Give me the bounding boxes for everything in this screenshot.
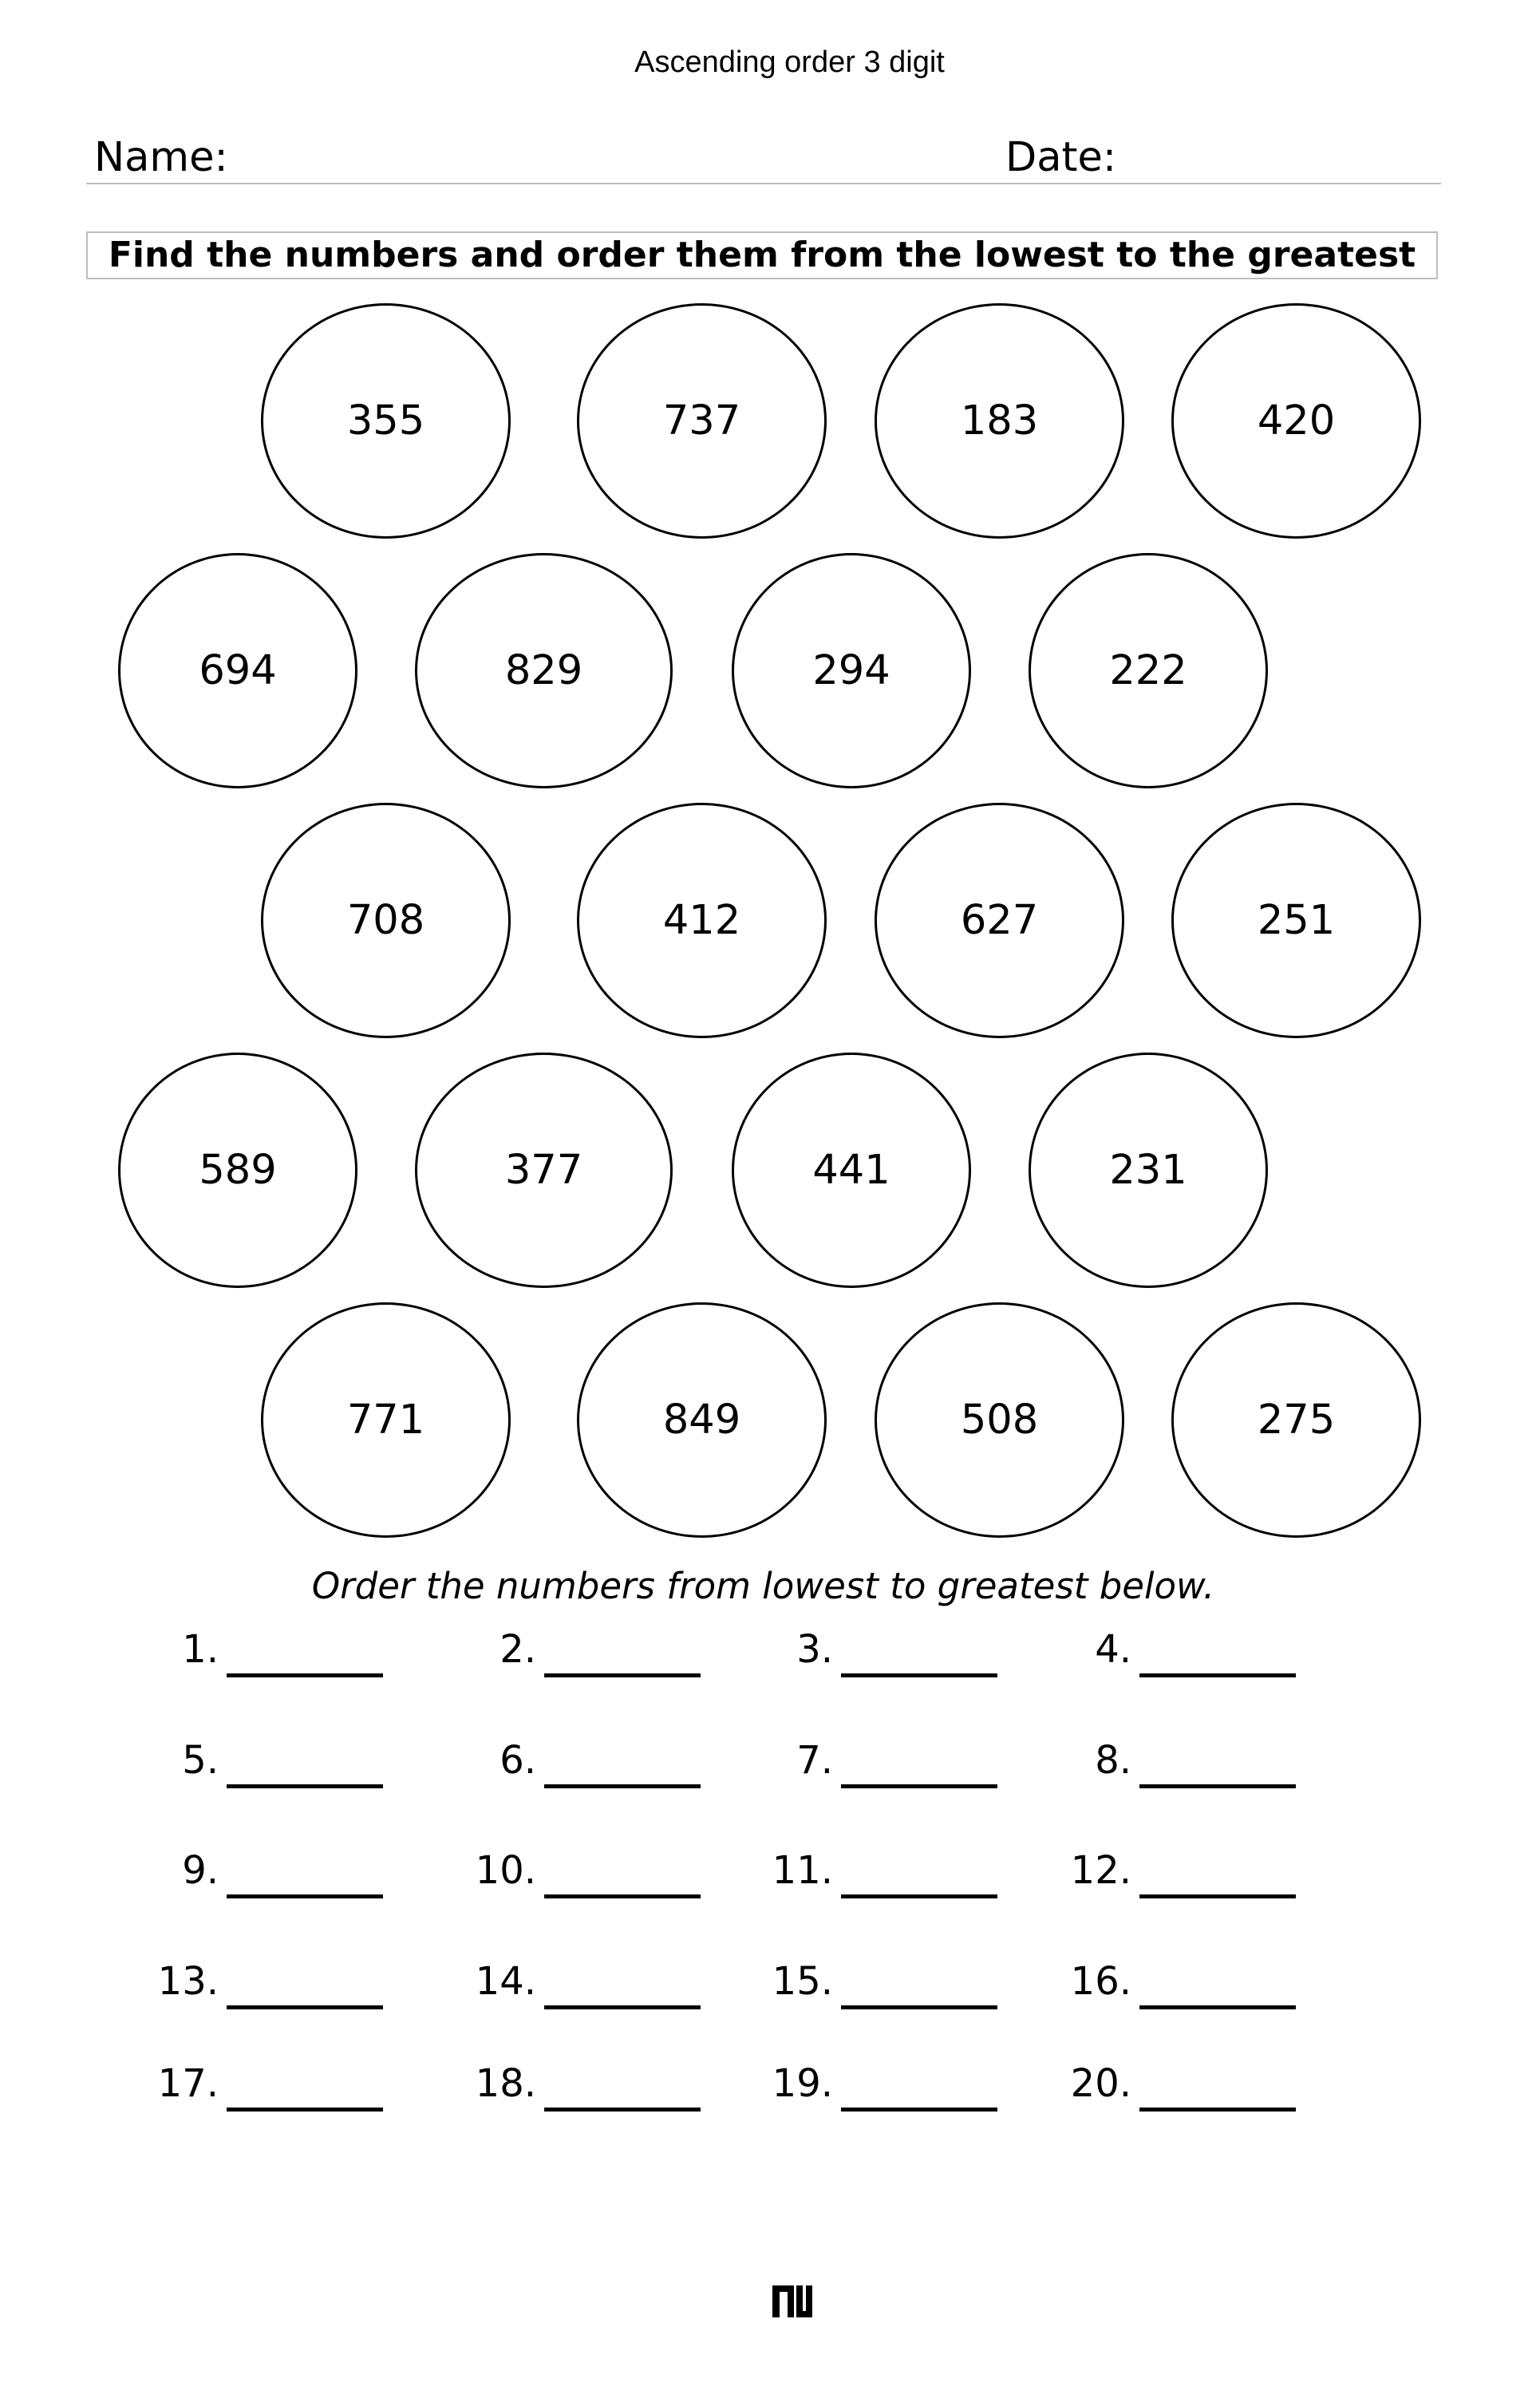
number-bubble <box>875 1302 1124 1538</box>
answer-line[interactable] <box>227 1784 383 1788</box>
number-bubble <box>261 803 511 1038</box>
answer-slot[interactable] <box>140 1624 388 1680</box>
bubble-number: 508 <box>960 1396 1039 1444</box>
answer-slot-label: 15. <box>772 1959 833 2004</box>
answer-line[interactable] <box>1139 1784 1296 1788</box>
answer-slot[interactable] <box>140 1845 388 1901</box>
number-bubble <box>118 1053 357 1288</box>
answer-line[interactable] <box>841 1894 997 1898</box>
answer-slot[interactable] <box>458 2058 705 2114</box>
answer-slot-label: 12. <box>1070 1848 1131 1893</box>
instruction-box <box>86 231 1438 279</box>
number-bubble <box>1171 803 1421 1038</box>
number-bubble <box>1171 303 1421 539</box>
answer-slot[interactable] <box>1053 1956 1301 2012</box>
number-bubble <box>577 803 827 1038</box>
answer-slot-label: 6. <box>500 1738 536 1783</box>
answer-slot[interactable] <box>1053 1624 1301 1680</box>
answer-slot[interactable] <box>458 1956 705 2012</box>
bubble-number: 441 <box>812 1147 890 1194</box>
date-label: Date: <box>1005 134 1117 181</box>
bubble-number: 222 <box>1109 647 1187 694</box>
answer-line[interactable] <box>544 1784 701 1788</box>
number-bubble <box>415 553 673 788</box>
answer-line[interactable] <box>227 2108 383 2112</box>
name-label: Name: <box>94 134 228 181</box>
worksheet-title: Ascending order 3 digit <box>634 45 945 79</box>
answer-slot-label: 10. <box>475 1848 536 1893</box>
header-rule <box>86 183 1441 184</box>
answer-slot-label: 2. <box>500 1627 536 1672</box>
worksheet-logo-icon-svg <box>772 2285 812 2317</box>
answer-slot-label: 13. <box>157 1959 219 2004</box>
number-bubble <box>875 803 1124 1038</box>
answer-line[interactable] <box>227 1673 383 1677</box>
bubble-number: 589 <box>199 1147 277 1194</box>
instruction-text: Find the numbers and order them from the lowest to the greatest <box>108 235 1416 275</box>
answer-line[interactable] <box>841 1784 997 1788</box>
answer-slot-label: 16. <box>1070 1959 1131 2004</box>
answer-slot[interactable] <box>755 2058 1002 2114</box>
answer-slot-label: 8. <box>1095 1738 1131 1783</box>
answer-slot-label: 17. <box>157 2061 219 2106</box>
answer-slot-label: 3. <box>796 1627 833 1672</box>
answer-line[interactable] <box>544 1894 701 1898</box>
bubble-number: 377 <box>504 1147 583 1194</box>
answer-slot[interactable] <box>140 1956 388 2012</box>
number-bubble <box>732 1053 971 1288</box>
answer-slot[interactable] <box>755 1845 1002 1901</box>
number-bubble <box>1029 1053 1268 1288</box>
answer-slot-label: 9. <box>182 1848 219 1893</box>
answer-slot[interactable] <box>755 1735 1002 1791</box>
bubble-number: 708 <box>346 897 425 944</box>
answer-slot[interactable] <box>140 1735 388 1791</box>
answer-slot[interactable] <box>1053 2058 1301 2114</box>
bubble-number: 412 <box>662 897 741 944</box>
answer-slot[interactable] <box>755 1956 1002 2012</box>
number-bubble <box>1029 553 1268 788</box>
number-bubble <box>577 1302 827 1538</box>
number-bubble <box>732 553 971 788</box>
answer-line[interactable] <box>1139 1894 1296 1898</box>
answer-line[interactable] <box>1139 2108 1296 2112</box>
bubble-number: 420 <box>1257 397 1336 444</box>
answer-line[interactable] <box>841 2108 997 2112</box>
bubble-number: 829 <box>504 647 583 694</box>
number-bubble <box>261 303 511 539</box>
answer-line[interactable] <box>1139 2005 1296 2009</box>
answer-slot[interactable] <box>755 1624 1002 1680</box>
answer-slot[interactable] <box>1053 1845 1301 1901</box>
answer-instruction: Order the numbers from lowest to greatest below. <box>311 1565 1215 1607</box>
answer-slot[interactable] <box>458 1624 705 1680</box>
answer-slot[interactable] <box>458 1845 705 1901</box>
answer-slot-label: 18. <box>475 2061 536 2106</box>
answer-slot[interactable] <box>458 1735 705 1791</box>
answer-line[interactable] <box>227 2005 383 2009</box>
number-bubble <box>875 303 1124 539</box>
number-bubble <box>1171 1302 1421 1538</box>
bubble-number: 771 <box>346 1396 425 1444</box>
answer-slot[interactable] <box>140 2058 388 2114</box>
answer-slot-label: 20. <box>1070 2061 1131 2106</box>
bubble-number: 849 <box>662 1396 741 1444</box>
number-bubble <box>577 303 827 539</box>
answer-slot-label: 19. <box>772 2061 833 2106</box>
bubble-number: 275 <box>1257 1396 1336 1444</box>
answer-line[interactable] <box>1139 1673 1296 1677</box>
bubble-number: 251 <box>1257 897 1336 944</box>
answer-slot-label: 4. <box>1095 1627 1131 1672</box>
number-bubble <box>118 553 357 788</box>
answer-slot-label: 1. <box>182 1627 219 1672</box>
answer-slot[interactable] <box>1053 1735 1301 1791</box>
answer-slot-label: 7. <box>796 1738 833 1783</box>
answer-line[interactable] <box>227 1894 383 1898</box>
answer-line[interactable] <box>841 2005 997 2009</box>
answer-line[interactable] <box>544 2108 701 2112</box>
bubble-number: 183 <box>960 397 1039 444</box>
number-bubble <box>415 1053 673 1288</box>
bubble-number: 355 <box>346 397 425 444</box>
answer-line[interactable] <box>841 1673 997 1677</box>
bubble-number: 294 <box>812 647 890 694</box>
bubble-number: 694 <box>199 647 277 694</box>
bubble-number: 231 <box>1109 1147 1187 1194</box>
answer-line[interactable] <box>544 2005 701 2009</box>
bubble-number: 737 <box>662 397 741 444</box>
bubble-number: 627 <box>960 897 1039 944</box>
answer-slot-label: 14. <box>475 1959 536 2004</box>
answer-slot-label: 11. <box>772 1848 833 1893</box>
worksheet-logo-icon <box>772 2285 812 2317</box>
answer-slot-label: 5. <box>182 1738 219 1783</box>
answer-line[interactable] <box>544 1673 701 1677</box>
number-bubble <box>261 1302 511 1538</box>
